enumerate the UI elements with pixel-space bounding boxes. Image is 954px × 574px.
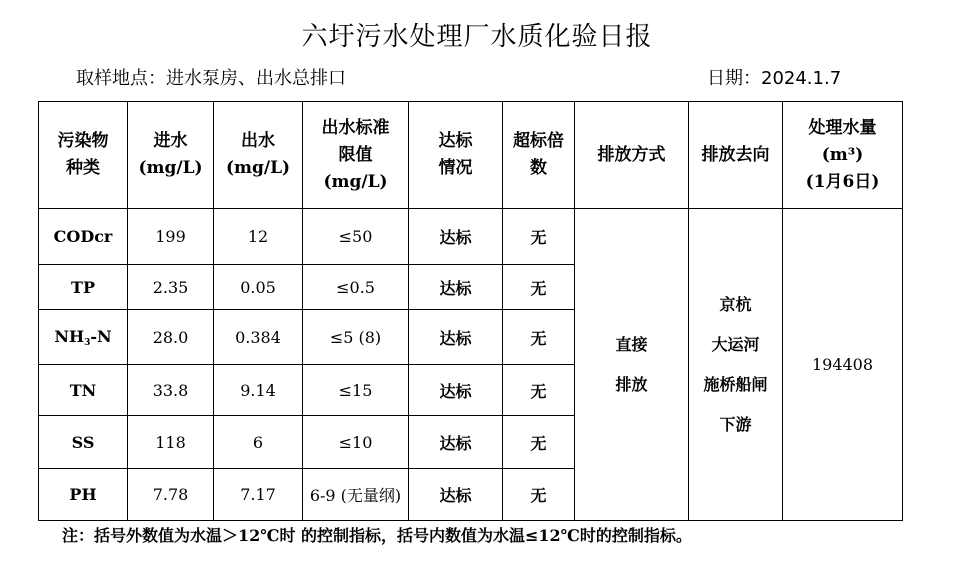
species-cell: TP — [39, 265, 128, 310]
effluent-cell: 0.05 — [214, 265, 303, 310]
effluent-cell: 9.14 — [214, 365, 303, 416]
influent-cell: 118 — [128, 416, 214, 469]
influent-cell: 33.8 — [128, 365, 214, 416]
status-cell: 达标 — [409, 416, 503, 469]
treated-volume-cell: 194408 — [783, 209, 903, 521]
footnote: 注：括号外数值为水温＞12℃时 的控制指标，括号内数值为水温≤12℃时的控制指标。 — [62, 526, 692, 545]
exceed-cell: 无 — [503, 310, 575, 365]
species-cell: $NH_3-N$ — [39, 310, 128, 365]
exceed-cell: 无 — [503, 209, 575, 265]
species-cell: TN — [39, 365, 128, 416]
report-title: 六圩污水处理厂水质化验日报 — [301, 22, 653, 52]
status-cell: 达标 — [409, 209, 503, 265]
status-cell: 达标 — [409, 265, 503, 310]
influent-cell: 2.35 — [128, 265, 214, 310]
influent-cell: 7.78 — [128, 469, 214, 521]
header-status: 达标 情况 — [409, 102, 503, 209]
header-method: 排放方式 — [575, 102, 689, 209]
header-exceed: 超标倍 数 — [503, 102, 575, 209]
header-standard: 出水标准 限值 (mg/L) — [303, 102, 409, 209]
species-cell: CODcr — [39, 209, 128, 265]
effluent-cell: 7.17 — [214, 469, 303, 521]
header-row — [39, 102, 903, 209]
exceed-cell: 无 — [503, 265, 575, 310]
standard-cell: ≤0.5 — [303, 265, 409, 310]
status-cell: 达标 — [409, 365, 503, 416]
influent-cell: 28.0 — [128, 310, 214, 365]
standard-cell: 6-9 (无量纲) — [303, 469, 409, 521]
header-species: 污染物 种类 — [39, 102, 128, 209]
effluent-cell: 0.384 — [214, 310, 303, 365]
table-row — [39, 209, 903, 265]
exceed-cell: 无 — [503, 365, 575, 416]
effluent-cell: 12 — [214, 209, 303, 265]
status-cell: 达标 — [409, 310, 503, 365]
discharge-method-cell: 直接 排放 — [575, 209, 689, 521]
standard-cell: ≤50 — [303, 209, 409, 265]
exceed-cell: 无 — [503, 416, 575, 469]
standard-cell: ≤5 (8) — [303, 310, 409, 365]
report-date: 日期：2024.1.7 — [707, 68, 842, 89]
water-quality-table — [38, 101, 903, 521]
standard-cell: ≤15 — [303, 365, 409, 416]
header-direction: 排放去向 — [689, 102, 783, 209]
header-volume: 处理水量 (m³) (1月6日) — [783, 102, 903, 209]
species-cell: PH — [39, 469, 128, 521]
standard-cell: ≤10 — [303, 416, 409, 469]
header-influent: 进水 (mg/L) — [128, 102, 214, 209]
header-effluent: 出水 (mg/L) — [214, 102, 303, 209]
exceed-cell: 无 — [503, 469, 575, 521]
influent-cell: 199 — [128, 209, 214, 265]
species-cell: SS — [39, 416, 128, 469]
discharge-direction-cell: 京杭 大运河 施桥船闸 下游 — [689, 209, 783, 521]
sampling-location: 取样地点：进水泵房、出水总排口 — [76, 68, 346, 89]
status-cell: 达标 — [409, 469, 503, 521]
effluent-cell: 6 — [214, 416, 303, 469]
